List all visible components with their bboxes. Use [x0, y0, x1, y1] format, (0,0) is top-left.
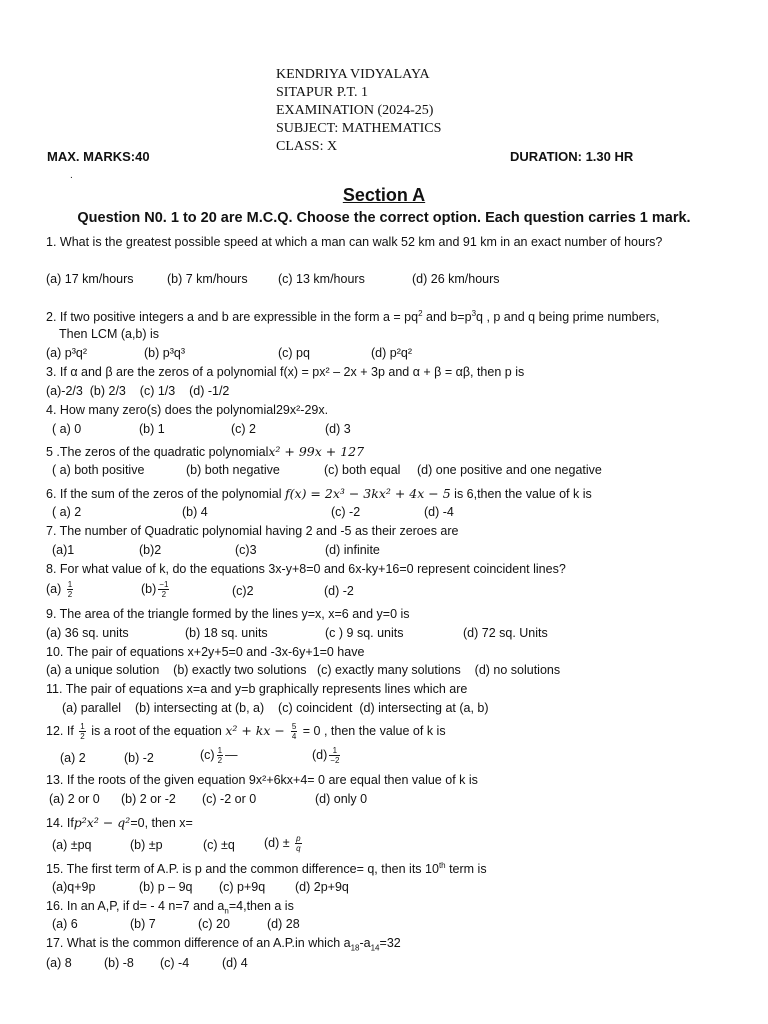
q8-option-c: (c)2 [232, 584, 254, 598]
q15-option-a: (a)q+9p [52, 880, 96, 894]
exam-header [276, 66, 441, 156]
q6-option-c: (c) -2 [331, 505, 361, 519]
q2-option-d: (d) p²q² [371, 346, 412, 360]
q14-option-a: (a) ±pq [52, 838, 92, 852]
question-1: 1. What is the greatest possible speed at which a man can walk 52 km and 91 km in an exact number of hours? [46, 235, 663, 249]
q6-option-b: (b) 4 [182, 505, 208, 519]
q17-option-d: (d) 4 [222, 956, 248, 970]
question-15: 15. The first term of A.P. is p and the common difference= q, then its 10th term is [46, 861, 487, 877]
q8-option-a: (a) $\frac{1}{2}$ [46, 580, 73, 599]
q8-option-b: (b) $\frac{-1}{2}$ [141, 580, 169, 599]
question-5: 5 .The zeros of the quadratic polynomialx² + 99x + 127 [46, 444, 365, 459]
question-14: 14. Ifp²x² − q²=0, then x= [46, 815, 193, 830]
q10-options: (a) a unique solution (b) exactly two solutions (c) exactly many solutions (d) no solutions [46, 663, 561, 677]
q1-option-a: (a) 17 km/hours [46, 272, 134, 286]
q15-option-b: (b) p – 9q [139, 880, 193, 894]
question-10: 10. The pair of equations x+2y+5=0 and -3x-6y+1=0 have [46, 645, 365, 659]
section-title: Section A [342, 185, 426, 205]
q4-option-d: (d) 3 [325, 422, 351, 436]
question-13: 13. If the roots of the given equation 9x²+6kx+4= 0 are equal then value of k is [46, 773, 478, 787]
q5-option-d: (d) one positive and one negative [417, 463, 602, 477]
q4-option-b: (b) 1 [139, 422, 165, 436]
q14-option-c: (c) ±q [203, 838, 235, 852]
q4-option-c: (c) 2 [231, 422, 256, 436]
q7-option-b: (b)2 [139, 543, 162, 557]
q15-option-c: (c) p+9q [219, 880, 266, 894]
q15-option-d: (d) 2p+9q [295, 880, 349, 894]
q6-expression: f(x) = 2x³ − 3kx² + 4x − 5 [285, 486, 451, 501]
question-4: 4. How many zero(s) does the polynomial29x²-29x. [46, 403, 329, 417]
q17-option-b: (b) -8 [104, 956, 134, 970]
q16-option-b: (b) 7 [130, 917, 156, 931]
q7-option-a: (a)1 [52, 543, 75, 557]
q13-option-a: (a) 2 or 0 [49, 792, 100, 806]
q9-option-a: (a) 36 sq. units [46, 626, 129, 640]
q16-option-c: (c) 20 [198, 917, 230, 931]
q2-option-c: (c) pq [278, 346, 310, 360]
q9-option-b: (b) 18 sq. units [185, 626, 268, 640]
q9-option-d: (d) 72 sq. Units [463, 626, 548, 640]
q12-option-d: (d) $\frac{1}{-2}$ [312, 746, 340, 765]
q12-option-c: (c) $\frac{1}{2}$ — [200, 746, 238, 765]
q7-option-d: (d) infinite [325, 543, 380, 557]
school-location: SITAPUR P.T. 1 [276, 85, 368, 100]
q7-option-c: (c)3 [235, 543, 257, 557]
q16-option-a: (a) 6 [52, 917, 78, 931]
q13-option-d: (d) only 0 [315, 792, 368, 806]
q12-option-b: (b) -2 [124, 751, 154, 765]
question-2: 2. If two positive integers a and b are expressible in the form $a = pq^2$ and $b=p^3q$ , p and q being prime numbers, [46, 309, 660, 325]
question-7: 7. The number of Quadratic polynomial having 2 and -5 as their zeroes are [46, 524, 459, 538]
q12-option-a: (a) 2 [60, 751, 86, 765]
q1-option-d: (d) 26 km/hours [412, 272, 500, 286]
question-12: 12. If $\frac{1}{2}$ is a root of the equation x² + kx − $\frac{5}{4}$ = 0 , then the value of k is [46, 722, 446, 741]
question-3: 3. If α and β are the zeros of a polynomial f(x) = px² – 2x + 3p and α + β = αβ, then p is [46, 365, 525, 379]
q3-options: (a)-2/3 (b) 2/3 (c) 1/3 (d) -1/2 [46, 384, 230, 398]
q2-option-a: (a) p³q² [46, 346, 87, 360]
section-instructions: Question N0. 1 to 20 are M.C.Q. Choose the correct option. Each question carries 1 mark. [77, 210, 691, 226]
q14-option-d: (d) ± $\frac{p}{q}$ [264, 834, 301, 853]
question-9: 9. The area of the triangle formed by the lines y=x, x=6 and y=0 is [46, 607, 410, 621]
q12-expression: x² + kx − [225, 722, 289, 738]
question-2-line-2: Then LCM (a,b) is [59, 327, 160, 341]
question-8: 8. For what value of k, do the equations 3x-y+8=0 and 6x-ky+16=0 represent coincident lines? [46, 562, 566, 576]
q2-option-b: (b) p³q³ [144, 346, 185, 360]
question-16: 16. In an A,P, if d= - 4 n=7 and $a_n=4,then$ a is [46, 899, 294, 916]
q13-option-b: (b) 2 or -2 [121, 792, 176, 806]
q17-option-a: (a) 8 [46, 956, 72, 970]
q16-option-d: (d) 28 [267, 917, 300, 931]
q5-option-b: (b) both negative [186, 463, 280, 477]
q17-option-c: (c) -4 [160, 956, 190, 970]
q6-option-a: ( a) 2 [52, 505, 82, 519]
q6-option-d: (d) -4 [424, 505, 454, 519]
question-17: 17. What is the common difference of an A.P.in which $a_{18}-a_{14}=32$ [46, 936, 401, 953]
q5-option-c: (c) both equal [324, 463, 401, 477]
q9-option-c: (c ) 9 sq. units [325, 626, 404, 640]
q1-option-b: (b) 7 km/hours [167, 272, 248, 286]
q13-option-c: (c) -2 or 0 [202, 792, 257, 806]
school-name: KENDRIYA VIDYALAYA [276, 67, 430, 82]
q11-options: (a) parallel (b) intersecting at (b, a) (c) coincident (d) intersecting at (a, b) [62, 701, 489, 715]
q14-option-b: (b) ±p [130, 838, 163, 852]
q8-option-d: (d) -2 [324, 584, 354, 598]
q5-option-a: ( a) both positive [52, 463, 145, 477]
question-6: 6. If the sum of the zeros of the polynomial f(x) = 2x³ − 3kx² + 4x − 5 is 6,then the value of k is [46, 486, 592, 501]
stray-dot: . [70, 170, 73, 181]
q4-option-a: ( a) 0 [52, 422, 82, 436]
question-11: 11. The pair of equations x=a and y=b graphically represents lines which are [46, 682, 468, 696]
duration: DURATION: 1.30 HR [510, 149, 634, 164]
q5-expression: x² + 99x + 127 [268, 444, 365, 459]
q14-expression: p²x² − q² [73, 815, 131, 830]
class-name: CLASS: X [276, 139, 338, 154]
exam-name: EXAMINATION (2024-25) [276, 103, 434, 118]
subject-name: SUBJECT: MATHEMATICS [276, 121, 442, 136]
q1-option-c: (c) 13 km/hours [278, 272, 365, 286]
max-marks: MAX. MARKS:40 [47, 149, 150, 164]
